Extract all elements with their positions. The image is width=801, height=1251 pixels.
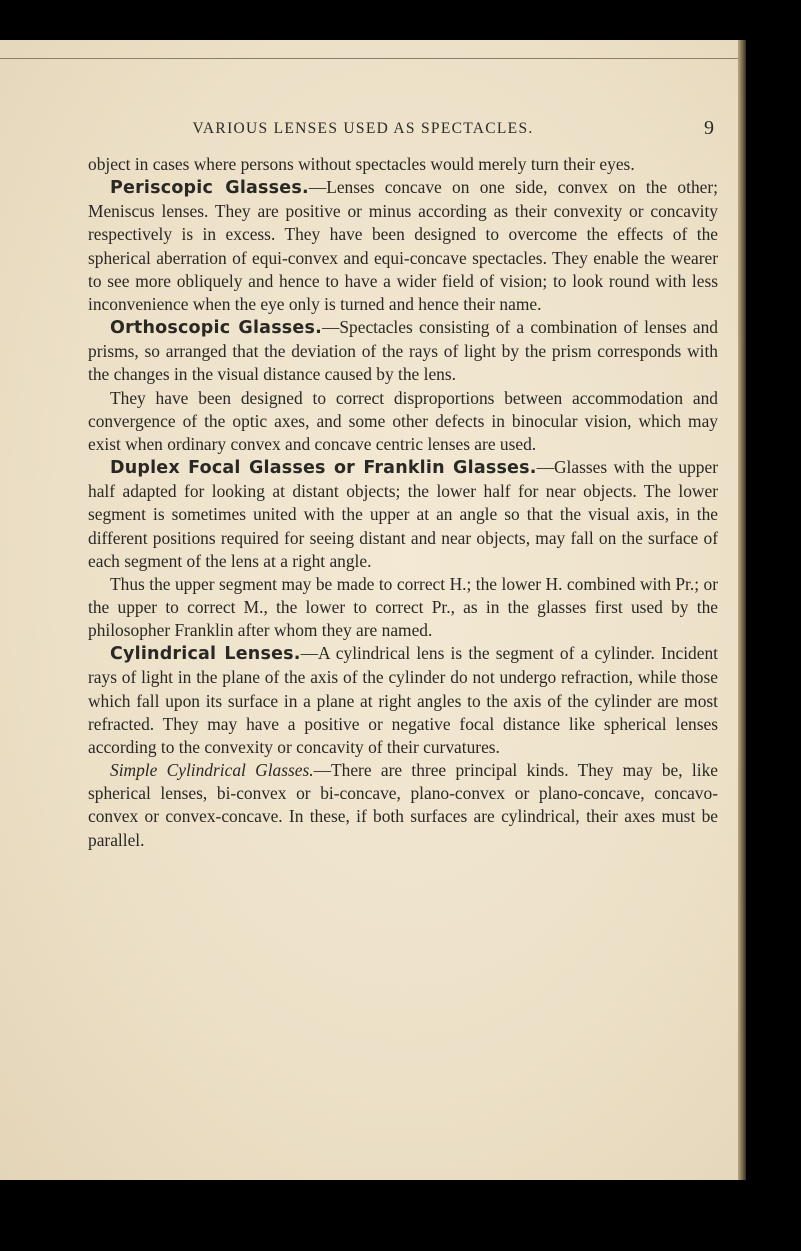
paragraph-text: —A cylindrical lens is the segment of a cylinder. Incident rays of light in the plane of the axis of the cylinder do not undergo refraction, while those which fall upon its surface in a plane at right angles to the axis of the cylinder are most refracted. They may have a positive or negative focal distance like spherical lenses according to the convexity or concavity of their curvatures. xyxy=(88,643,719,757)
paragraph-text: They have been designed to correct disproportions between accommodation and convergence of the optic axes, and some other defects in binocular vision, which may exist when ordinary convex and concave centric lenses are used. xyxy=(88,387,718,454)
section-heading: Duplex Focal Glasses or Franklin Glasses. xyxy=(110,458,537,479)
paragraph xyxy=(88,573,718,642)
running-head-title: VARIOUS LENSES USED AS SPECTACLES. xyxy=(192,120,534,137)
section-heading: Orthoscopic Glasses. xyxy=(110,318,322,339)
paragraph xyxy=(88,387,718,456)
body-text xyxy=(88,153,718,852)
paragraph xyxy=(88,316,718,386)
paragraph-text: Thus the upper segment may be made to correct H.; the lower H. combined with Pr.; or the upper to correct M., the lower to correct Pr., as in the glasses first used by the philosopher Franklin after whom they are named. xyxy=(88,573,718,641)
paragraph-text: —Spectacles consisting of a combination of lenses and prisms, so arranged that the deviation of the rays of light by the prism corresponds with the changes in the visual distance caused by the lens. xyxy=(88,317,718,385)
top-rule xyxy=(0,58,738,59)
paragraph-text: object in cases where persons without spectacles would merely turn their eyes. xyxy=(88,154,635,174)
paragraph xyxy=(88,176,718,316)
paragraph-text: —Lenses concave on one side, convex on the other; Meniscus lenses. They are positive or minus according as their convexity or concavity respectively is in excess. They have been designed to overcome the effects of the spherical aberration of equi-convex and equi-concave spectacles. They enable the wearer to see more obliquely and hence to have a wider field of vision; to look round with less inconvenience when the eye only is turned and hence their name. xyxy=(88,177,718,314)
running-head xyxy=(88,117,728,142)
paragraph-text: —Glasses with the upper half adapted for looking at distant objects; the lower half for near objects. The lower segment is sometimes united with the upper at an angle so that the visual axis, in the different positions required for seeing distant and near objects, may fall on the surface of each segment of the lens at a right angle. xyxy=(88,457,718,571)
paragraph xyxy=(88,153,718,176)
paragraph-text: —There are three principal kinds. They may be, like spherical lenses, bi-convex or bi-concave, plano-convex or plano-concave, concavo-convex or convex-concave. In these, if both surfaces are cylindrical, their axes must be parallel. xyxy=(88,760,719,850)
section-heading: Simple Cylindrical Glasses. xyxy=(110,760,314,781)
section-heading: Periscopic Glasses. xyxy=(110,178,309,199)
page-number: 9 xyxy=(704,117,714,139)
paragraph xyxy=(88,456,718,573)
page-edge xyxy=(738,40,746,1180)
section-heading: Cylindrical Lenses. xyxy=(110,644,301,665)
paragraph xyxy=(88,642,718,759)
paragraph xyxy=(88,759,718,852)
